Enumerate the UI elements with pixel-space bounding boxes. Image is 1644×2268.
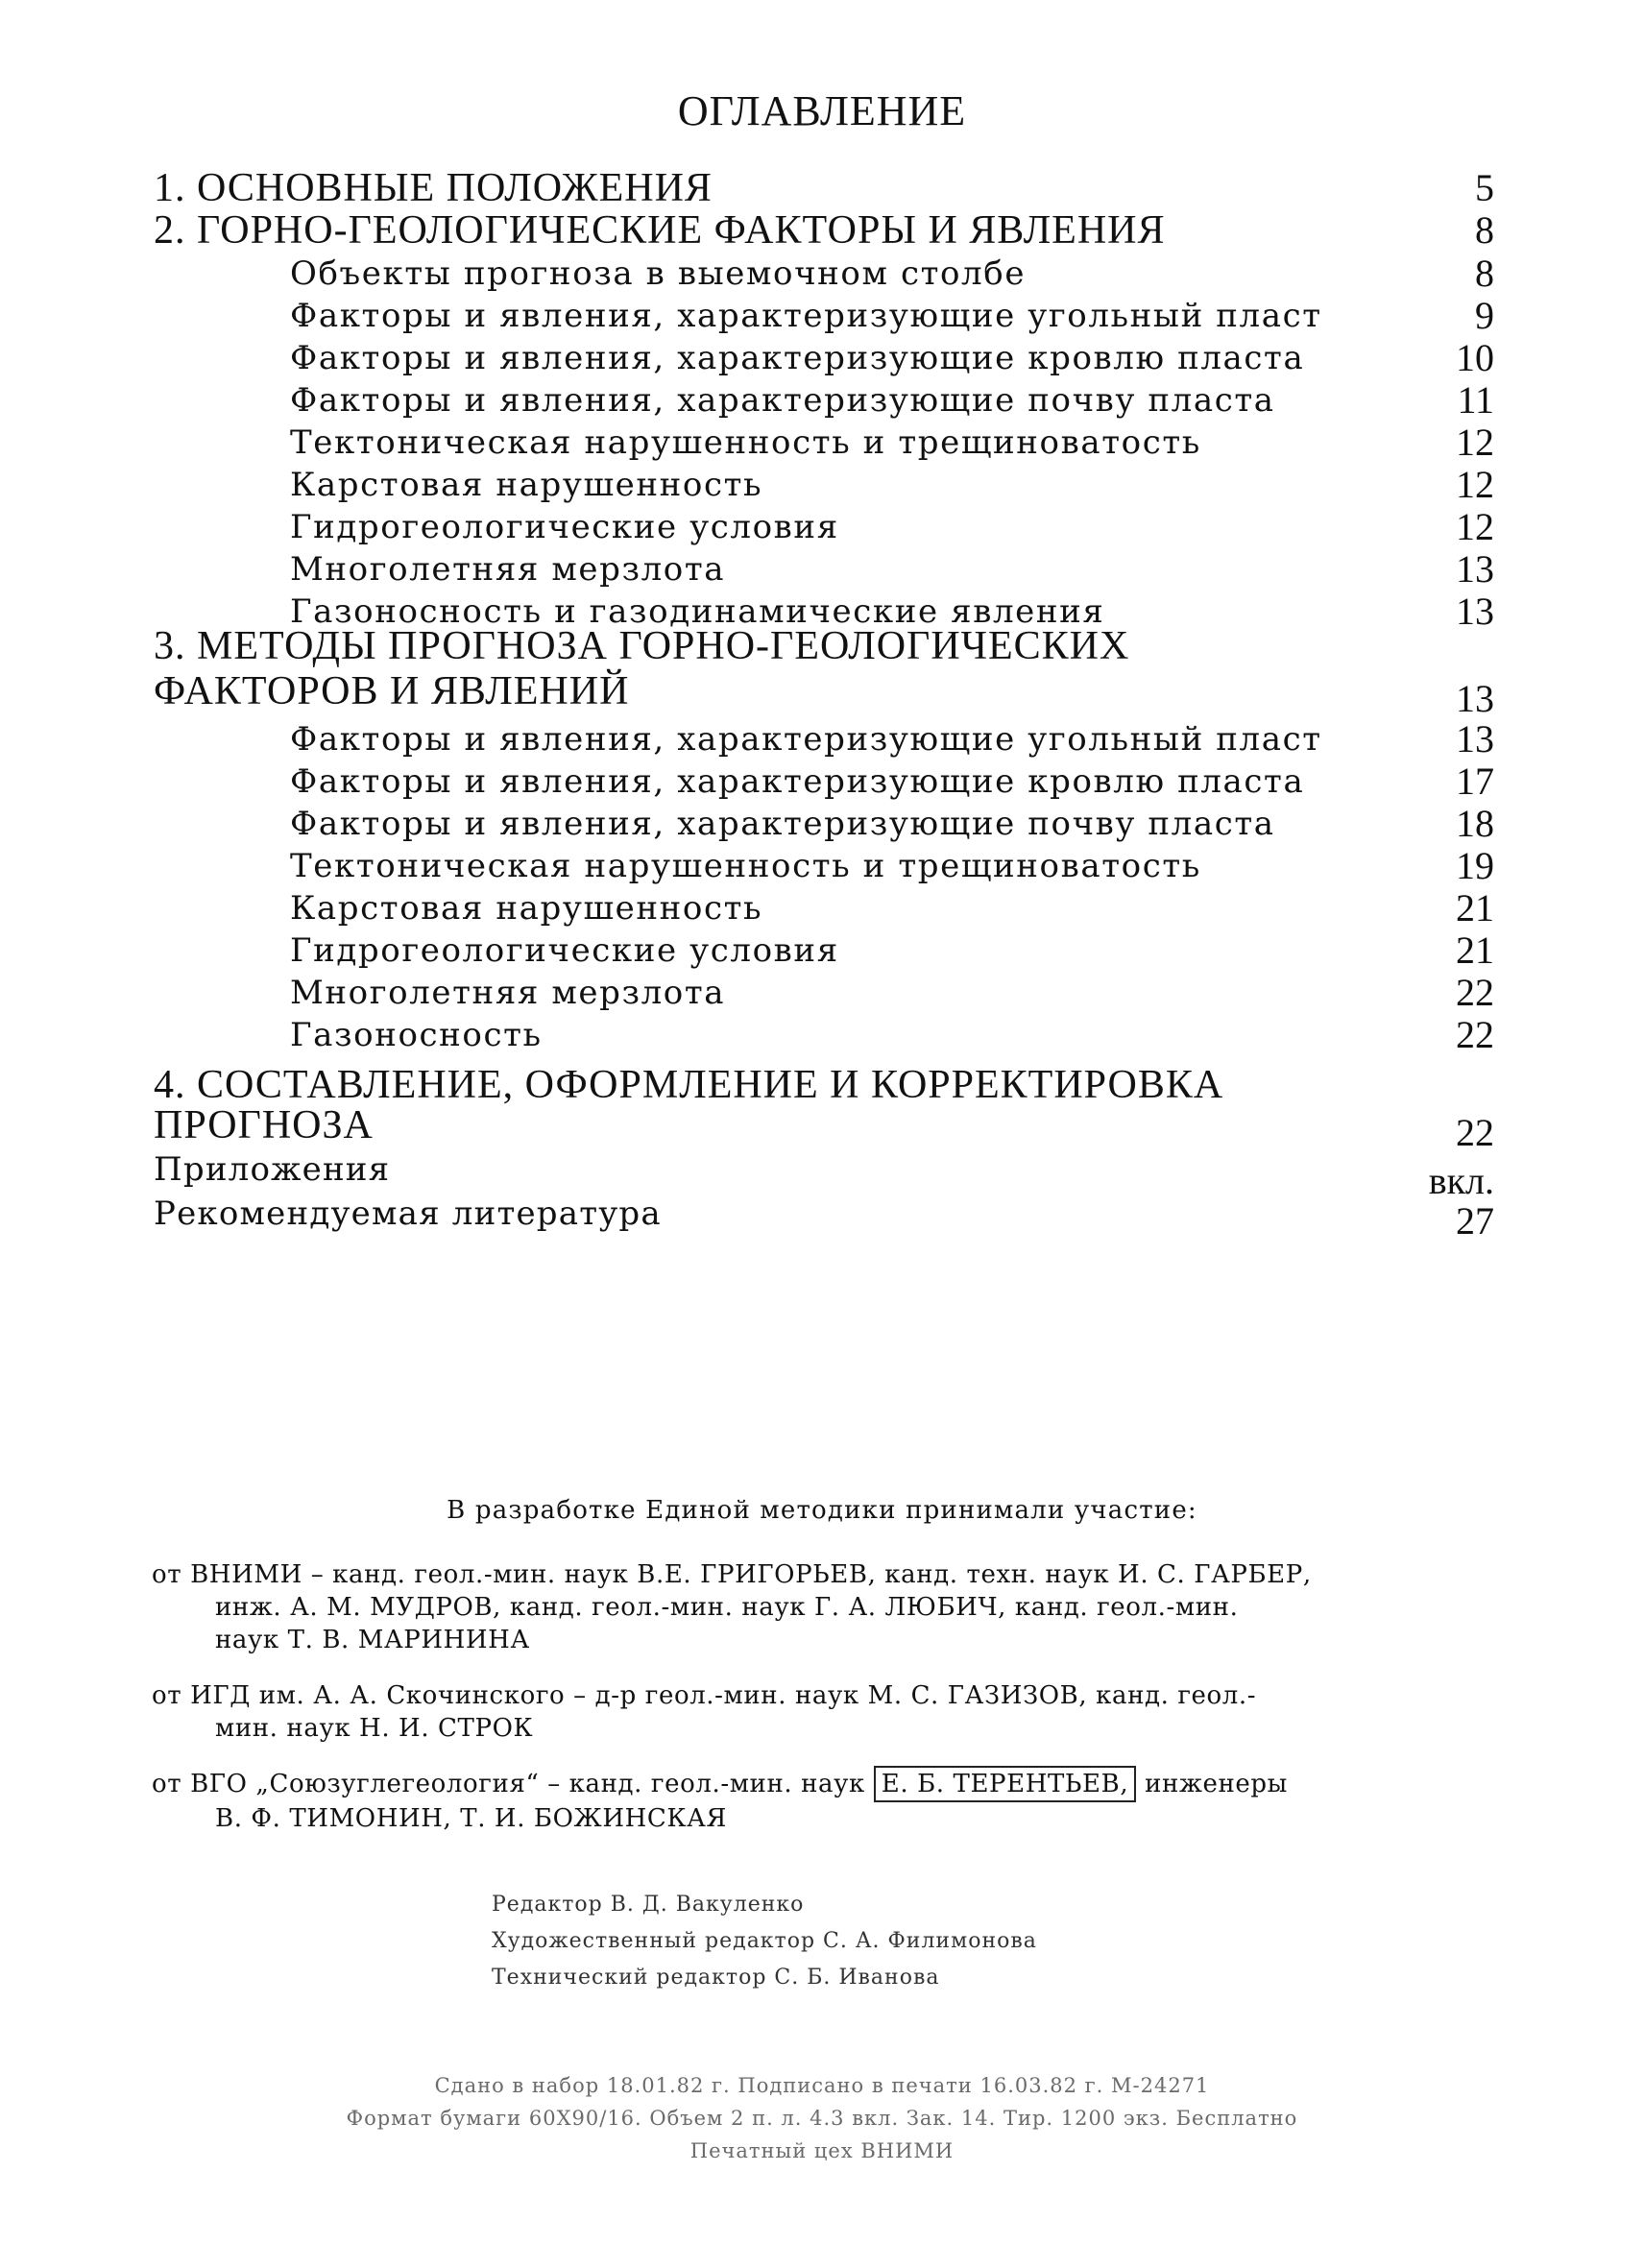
toc-row — [0, 295, 1644, 337]
toc-page-number: 13 — [1456, 547, 1494, 591]
toc-entry-text: ФАКТОРОВ И ЯВЛЕНИЙ — [154, 669, 630, 713]
toc-row — [0, 253, 1644, 295]
toc-page-number: 21 — [1456, 929, 1494, 972]
toc-entry-text: 2. ГОРНО-ГЕОЛОГИЧЕСКИЕ ФАКТОРЫ И ЯВЛЕНИЯ — [154, 208, 1166, 253]
editors-block — [492, 1887, 1037, 1996]
editor-line: Редактор В. Д. Вакуленко — [492, 1893, 805, 1917]
toc-entry-text: Тектоническая нарушенность и трещиноватость — [290, 423, 1201, 462]
credit-line: от ВНИМИ – канд. геол.-мин. наук В.Е. ГРИГОРЬЕВ, канд. техн. наук И. С. ГАРБЕР, — [152, 1560, 1312, 1589]
credit-igd — [152, 1679, 1496, 1745]
toc-row — [0, 422, 1644, 464]
toc-page-number: 11 — [1457, 378, 1494, 422]
toc-page-number: 13 — [1456, 590, 1494, 633]
toc-entry-text: Газоносность — [290, 1016, 543, 1054]
credit-line: В. Ф. ТИМОНИН, Т. И. БОЖИНСКАЯ — [215, 1804, 728, 1833]
toc-entry-text: Многолетняя мерзлота — [290, 550, 726, 589]
credit-line: инж. А. М. МУДРОВ, канд. геол.-мин. наук Г. А. ЛЮБИЧ, канд. геол.-мин. — [215, 1593, 1239, 1622]
toc-row — [0, 1014, 1644, 1056]
credit-line: инженеры — [1145, 1770, 1288, 1798]
toc-row — [0, 379, 1644, 422]
toc-row — [0, 506, 1644, 548]
credit-line: от ВГО „Союзуглегеология“ – канд. геол.-мин. наук — [152, 1770, 865, 1798]
toc-page-number: 12 — [1456, 463, 1494, 506]
art-editor-line: Художественный редактор С. А. Филимонова — [492, 1929, 1037, 1953]
toc-page-number: 22 — [1456, 971, 1494, 1014]
toc-row — [0, 625, 1644, 667]
credit-vgo — [152, 1766, 1496, 1835]
toc-entry-text: Карстовая нарушенность — [290, 466, 763, 504]
imprint-block — [0, 2069, 1644, 2167]
toc-entry-text: Рекомендуемая литература — [154, 1194, 662, 1233]
toc-row — [0, 887, 1644, 929]
credit-line: мин. наук Н. И. СТРОК — [215, 1714, 534, 1743]
toc-row — [0, 669, 1644, 720]
toc-title: ОГЛАВЛЕНИЕ — [677, 87, 967, 134]
toc-row — [0, 548, 1644, 591]
toc-row — [0, 972, 1644, 1014]
toc-row — [0, 1103, 1644, 1154]
toc-entry-text: Факторы и явления, характеризующие почву пласта — [290, 805, 1275, 843]
toc-row — [0, 464, 1644, 506]
toc-page-number: 10 — [1456, 336, 1494, 379]
toc-page-number: 22 — [1456, 1111, 1494, 1154]
toc-entry-text: Факторы и явления, характеризующие почву пласта — [290, 381, 1275, 420]
credit-line: от ИГД им. А. А. Скочинского – д-р геол.-мин. наук М. С. ГАЗИЗОВ, канд. геол.- — [152, 1681, 1257, 1710]
toc-page-number: 8 — [1475, 252, 1494, 295]
imprint-line: Сдано в набор 18.01.82 г. Подписано в печати 16.03.82 г. М-24271 — [434, 2074, 1210, 2097]
toc-page-number: 22 — [1456, 1013, 1494, 1056]
toc-entry-text: 1. ОСНОВНЫЕ ПОЛОЖЕНИЯ — [154, 166, 713, 210]
toc-entry-text: Карстовая нарушенность — [290, 889, 763, 928]
toc-row — [0, 1193, 1644, 1243]
toc-page-number: 12 — [1456, 421, 1494, 464]
toc-entry-text: Тектоническая нарушенность и трещиноватость — [290, 847, 1201, 885]
toc-entry-text: 3. МЕТОДЫ ПРОГНОЗА ГОРНО-ГЕОЛОГИЧЕСКИХ — [154, 624, 1130, 668]
toc-row — [0, 167, 1644, 209]
toc-entry-text: 4. СОСТАВЛЕНИЕ, ОФОРМЛЕНИЕ И КОРРЕКТИРОВКА — [154, 1063, 1224, 1107]
toc-row — [0, 845, 1644, 887]
toc-entry-text: Приложения — [154, 1150, 391, 1189]
toc-entry-text: Гидрогеологические условия — [290, 508, 839, 546]
toc-page-number: 5 — [1475, 166, 1494, 209]
credits-heading: В разработке Единой методики принимали участие: — [447, 1496, 1197, 1525]
toc-page-number: 19 — [1456, 844, 1494, 887]
toc-page-number: вкл. — [1428, 1159, 1494, 1202]
toc-page-number: 17 — [1456, 760, 1494, 803]
imprint-line: Печатный цех ВНИМИ — [689, 2139, 955, 2162]
credit-line: наук Т. В. МАРИНИНА — [215, 1626, 530, 1654]
toc-entry-text: Гидрогеологические условия — [290, 931, 839, 970]
toc-row — [0, 1064, 1644, 1106]
toc-entry-text: Объекты прогноза в выемочном столбе — [290, 254, 1027, 293]
toc-entry-text: ПРОГНОЗА — [154, 1103, 374, 1147]
toc-page-number: 9 — [1475, 294, 1494, 337]
toc-page-number: 21 — [1456, 886, 1494, 929]
imprint-line: Формат бумаги 60Х90/16. Объем 2 п. л. 4.3 вкл. Зак. 14. Тир. 1200 экз. Бесплатно — [346, 2107, 1298, 2130]
toc-page-number: 27 — [1456, 1199, 1494, 1243]
toc-entry-text: Многолетняя мерзлота — [290, 974, 726, 1012]
toc-entry-text: Факторы и явления, характеризующие кровлю пласта — [290, 339, 1305, 377]
toc-page-number: 8 — [1475, 208, 1494, 252]
toc-row — [0, 209, 1644, 252]
toc-entry-text: Газоносность и газодинамические явления — [290, 592, 1105, 631]
toc-entry-text: Факторы и явления, характеризующие угольный пласт — [290, 297, 1322, 335]
toc-row — [0, 337, 1644, 379]
toc-entry-text: Факторы и явления, характеризующие угольный пласт — [290, 720, 1322, 759]
toc-entry-text: Факторы и явления, характеризующие кровлю пласта — [290, 762, 1305, 801]
toc-row — [0, 1148, 1644, 1202]
toc-row — [0, 760, 1644, 803]
toc-page-number: 18 — [1456, 802, 1494, 845]
toc-row — [0, 803, 1644, 845]
toc-page-number: 12 — [1456, 505, 1494, 548]
toc-page-number: 13 — [1456, 717, 1494, 760]
toc-row — [0, 929, 1644, 972]
credit-vnimi — [152, 1558, 1496, 1656]
toc-page-number: 13 — [1456, 677, 1494, 720]
toc-row — [0, 718, 1644, 760]
boxed-name: Е. Б. ТЕРЕНТЬЕВ, — [874, 1766, 1136, 1802]
tech-editor-line: Технический редактор С. Б. Иванова — [492, 1966, 940, 1990]
